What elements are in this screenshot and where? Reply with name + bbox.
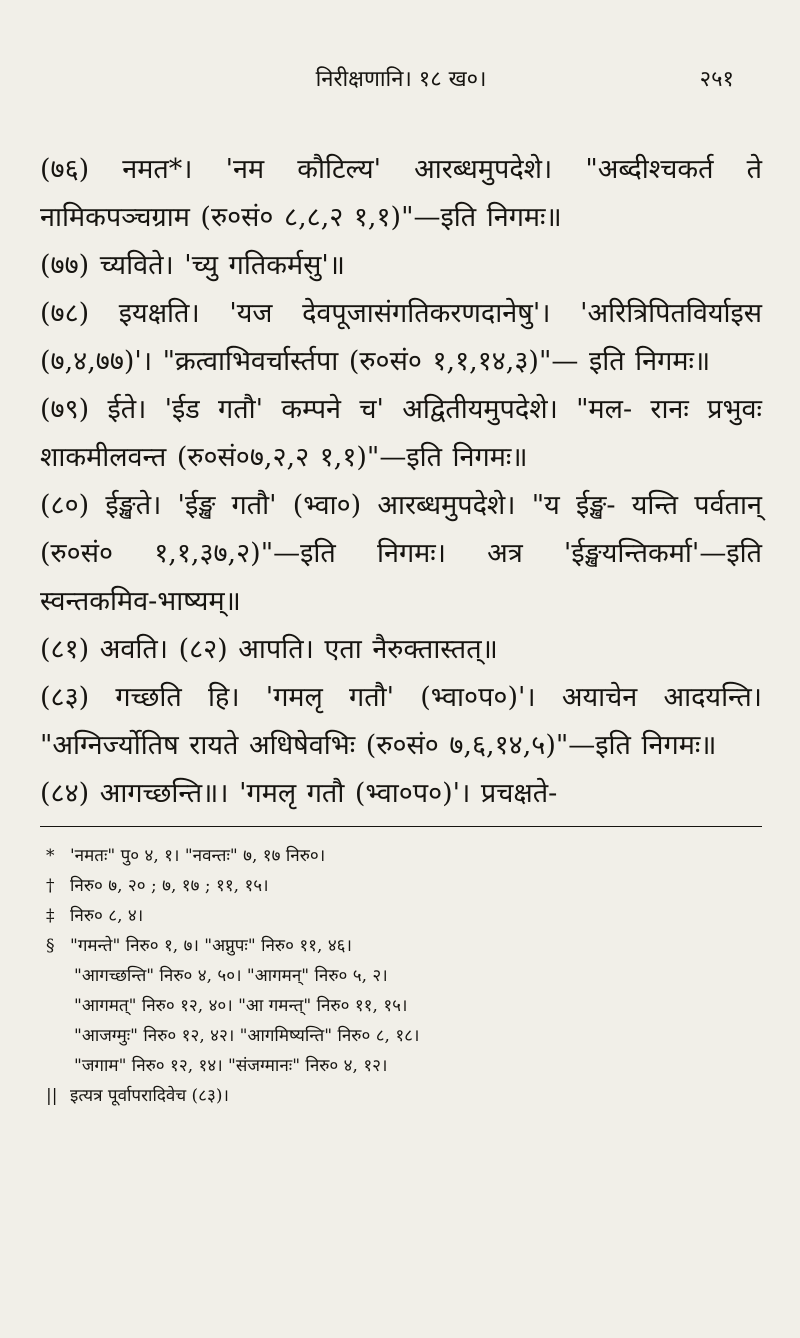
footnotes xyxy=(40,841,762,1111)
footnote-text: "गमन्ते" निरु० १, ७। "अप्नुपः" निरु० ११, ४६। xyxy=(70,936,352,956)
footnote-text: "आगमत्" निरु० १२, ४०। "आ गमन्त्" निरु० ११, १५। xyxy=(74,996,408,1016)
paragraph: (७९) ईते। 'ईड गतौ' कम्पने च' अद्वितीयमुपदेशे। "मल- रानः प्रभुवः शाकमीलवन्त (रु०सं०७,२,२ १,१)"—इति निगमः॥ xyxy=(40,394,762,473)
footnote-continuation xyxy=(46,1021,762,1051)
footnote-text: इत्यत्र पूर्वापरादिवेच (८३)। xyxy=(70,1086,229,1106)
footnote-continuation xyxy=(46,991,762,1021)
footnote-mark: * xyxy=(46,846,55,866)
footnote-text: निरु० ७, २० ; ७, १७ ; ११, १५। xyxy=(70,876,269,896)
footnote-text: "जगाम" निरु० १२, १४। "संजग्मानः" निरु० ४, १२। xyxy=(74,1056,388,1076)
paragraph: (७७) च्यविते। 'च्यु गतिकर्मसु'॥ xyxy=(40,250,345,281)
paragraph: (८१) अवति। (८२) आपति। एता नैरुक्तास्तत्॥ xyxy=(40,634,498,665)
footnote xyxy=(46,1081,762,1111)
footnote xyxy=(46,931,762,961)
paragraph: (८४) आगच्छन्ति॥। 'गमलृ गतौ (भ्वा०प०)'। प्रचक्षते- xyxy=(40,778,558,809)
paragraph: (७६) नमत*। 'नम कौटिल्य' आरब्धमुपदेशे। "अब्दीश्चकर्त ते नामिकपञ्चग्राम (रु०सं० ८,८,२ १,१)"—इति निगमः॥ xyxy=(40,154,762,233)
footnote-text: निरु० ८, ४। xyxy=(70,906,144,926)
paragraph: (७८) इयक्षति। 'यज देवपूजासंगतिकरणदानेषु'। 'अरित्रिपितविर्याइस (७,४,७७)'। "क्रत्वाभिवर्चार्स्तपा (रु०सं० १,१,१४,३)"— इति निगमः॥ xyxy=(40,298,762,377)
footnote-mark: || xyxy=(46,1086,58,1106)
page xyxy=(40,60,762,1320)
footnote-mark: ‡ xyxy=(46,906,55,926)
footnote-continuation xyxy=(46,1051,762,1081)
running-header xyxy=(40,60,762,100)
footnote-continuation xyxy=(46,961,762,991)
paragraph: (८०) ईङ्खते। 'ईङ्ख गतौ' (भ्वा०) आरब्धमुपदेशे। "य ईङ्ख- यन्ति पर्वतान् (रु०सं० १,१,३७,२)"—इति निगमः। अत्र 'ईङ्खयन्तिकर्मा'—इति स्वन्तकमिव-भाष्यम्॥ xyxy=(40,490,762,617)
footnote xyxy=(46,841,762,871)
footnote xyxy=(46,871,762,901)
footnote-mark: † xyxy=(46,876,55,896)
footnote-text: "आगच्छन्ति" निरु० ४, ५०। "आगमन्" निरु० ५, २। xyxy=(74,966,388,986)
footnote xyxy=(46,901,762,931)
header-title: निरीक्षणानि। १८ ख०। xyxy=(315,67,487,92)
page-number: २५१ xyxy=(699,67,734,92)
footnote-divider xyxy=(40,826,762,827)
footnote-text: "आजग्मुः" निरु० १२, ४२। "आगमिष्यन्ति" निरु० ८, १८। xyxy=(74,1026,420,1046)
paragraph: (८३) गच्छति हि। 'गमलृ गतौ' (भ्वा०प०)'। अयाचेन आदयन्ति। "अग्निर्ज्योतिष रायते अधिषेवभिः (रु०सं० ७,६,१४,५)"—इति निगमः॥ xyxy=(40,682,762,761)
footnote-text: 'नमतः" पु० ४, १। "नवन्तः" ७, १७ निरु०। xyxy=(70,846,326,866)
main-text xyxy=(40,146,762,818)
footnote-mark: § xyxy=(46,936,55,956)
